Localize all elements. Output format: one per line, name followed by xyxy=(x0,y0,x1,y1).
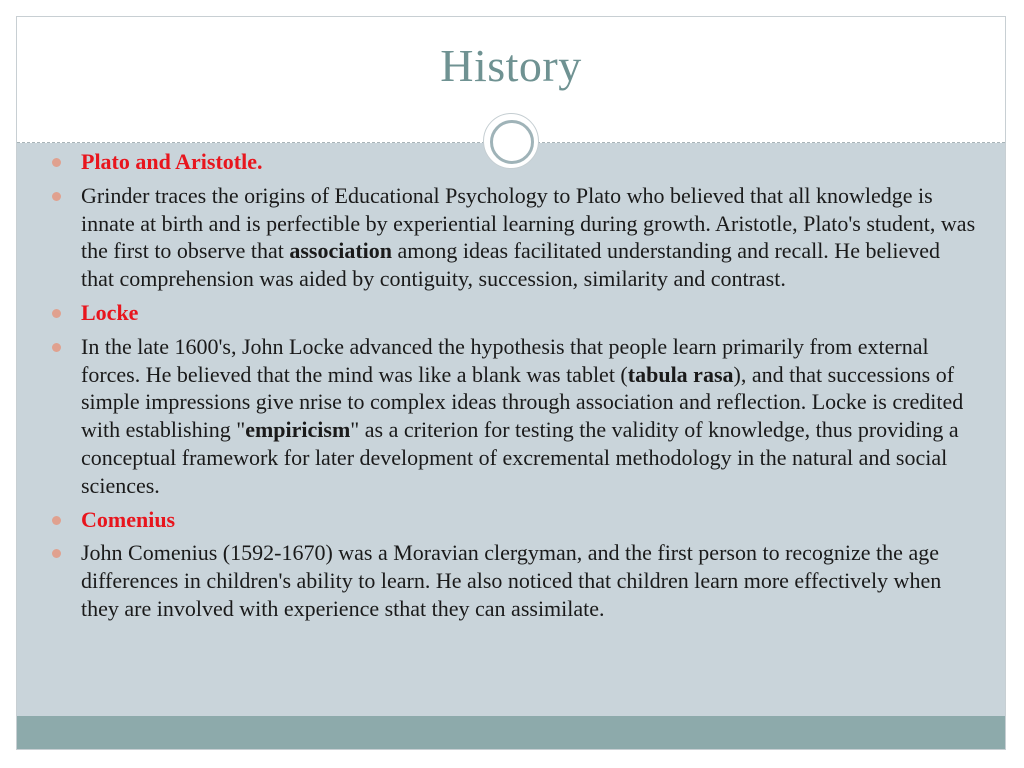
bullet-text: In the late 1600's, John Locke advanced the hypothesis that people learn primarily from external forces. He believed that the mind was like a blank was tablet ( xyxy=(81,333,929,387)
bullet-heading-text: Locke xyxy=(81,299,139,325)
bullet-heading-text: Plato and Aristotle. xyxy=(81,149,263,174)
slide-title: History xyxy=(440,40,582,91)
bullet-text: among ideas facilitated understanding and recall. He believed that comprehension was aided by contiguity, succession, similarity and contrast. xyxy=(81,238,940,292)
circle-ornament-inner xyxy=(490,120,534,164)
bullet-paragraph xyxy=(48,182,978,293)
bullet-dot-icon xyxy=(52,309,61,318)
bullet-text: John Comenius (1592-1670) was a Moravian clergyman, and the first person to recognize the age differences in children's ability to learn. He also noticed that children learn more effectively when they are involved with experience sthat they can assimilate. xyxy=(81,540,942,621)
bold-term: empiricism xyxy=(245,417,351,443)
footer-band xyxy=(17,716,1005,749)
bullet-text: Grinder traces the origins of Educational Psychology to Plato who believed that all knowledge is innate at birth and is perfectible by experiential learning during growth. Aristotle, Plato's student, was the first to observe that xyxy=(81,182,976,264)
bullet-dot-icon xyxy=(52,192,61,201)
bullet-paragraph xyxy=(48,333,978,500)
bullet-text: ), and that successions of simple impressions give nrise to complex ideas through association and reflection. Locke is credited with establishing " xyxy=(81,361,964,443)
bold-term: tabula rasa xyxy=(627,361,734,387)
bullet-dot-icon xyxy=(52,549,61,558)
bullet-heading xyxy=(48,506,978,534)
bullet-heading-text: Comenius xyxy=(81,506,176,532)
circle-ornament-icon xyxy=(483,113,539,169)
bullet-text: " as a criterion for testing the validity of knowledge, thus providing a conceptual framework for later development of excremental methodology in the natural and social sciences. xyxy=(81,417,959,498)
bold-term: association xyxy=(289,238,393,264)
bullet-dot-icon xyxy=(52,343,61,352)
bullet-dot-icon xyxy=(52,516,61,525)
bullet-paragraph xyxy=(48,539,978,622)
bullet-list xyxy=(48,148,978,629)
bullet-dot-icon xyxy=(52,158,61,167)
bullet-heading xyxy=(48,299,978,327)
